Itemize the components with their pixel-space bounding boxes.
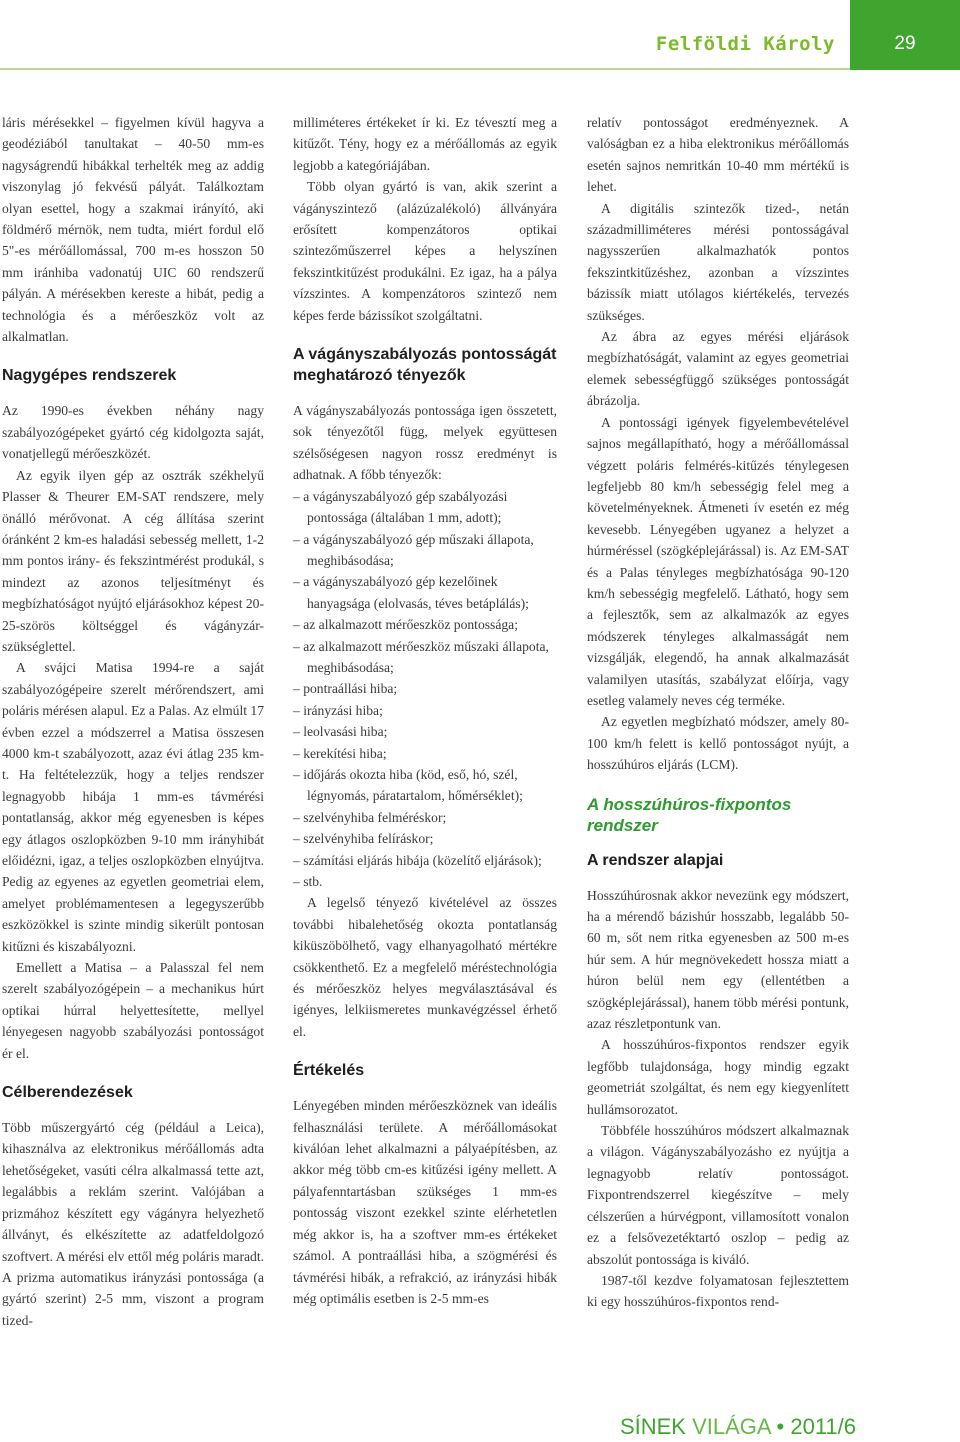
- paragraph: 1987-től kezdve folyamatosan fejlesztettem ki egy hosszúhúros-fixpontos rend-: [587, 1272, 849, 1310]
- list-item: – a vágányszabályozó gép műszaki állapota, meghibásodása;: [293, 531, 534, 568]
- list-item: – a vágányszabályozó gép szabályozási pontossága (általában 1 mm, adott);: [293, 488, 508, 526]
- list-item: – stb.: [293, 874, 323, 889]
- footer-separator: •: [776, 1414, 785, 1439]
- section-heading-hosszuhuros: A hosszúhúros-fixpontos rendszer: [587, 794, 792, 835]
- paragraph: Több műszergyártó cég (például a Leica), kihasználva az elektronikus mérőállomás adta lehetőségeket, vasúti célra alkalmassá tette azt, legalábbis a reklám szerint. Valójában a prizmához készített egy vágányra helyezhető állványt, és elkészítette az adatfeldolgozó szoftvert. A mérési elv ettől még poláris maradt. A prizma automatikus irányzási pontossága (a gyártó szerint) 2-5 mm, viszont a program tized-: [2, 1120, 264, 1328]
- paragraph: Hosszúhúrosnak akkor nevezünk egy módszert, ha a mérendő bázishúr hosszabb, legalább 50-60 m, sőt nem ritka egyenesben az 500 m-es húr sem. A húr megnövekedett hossza miatt a húron belül nem egy (ellentétben a szögképlejárással), hanem több mérési pontunk, azaz részletpontunk van.: [587, 887, 849, 1032]
- paragraph: relatív pontosságot eredményeznek. A valóságban ez a hiba elektronikus mérőállomás esetén sajnos nemritkán 10-40 mm mértékű is lehet.: [587, 115, 849, 195]
- page-number-box: [850, 0, 960, 70]
- paragraph: Lényegében minden mérőeszköznek van ideális felhasználási területe. A mérőállomásokat kiválóan lehet alkalmazni a pályaépítésben, az akkor még több cm-es kitűzési igény mellett. A pályafenntartásban szükséges 1 mm-es pontosság viszont ezekkel szinte elérhetetlen még akkor is, ha a szoftver mm-es értékeket számol. A pontraállási hiba, a szögmérési és távmérési hibák, a refrakció, az irányzási hibák még optimális esetben is 2-5 mm-es: [293, 1098, 557, 1306]
- list-item: – az alkalmazott mérőeszköz pontossága;: [293, 617, 518, 633]
- paragraph: A legelső tényező kivételével az összes további hibalehetőség okozta pontatlanság kiküszöbölhető, vagy elhanyagolható mértékre csökkenthető. Ez a megfelelő méréstechnológia és mérőeszköz helyes megválasztásával és igényes, lelkiismeretes munkavégzéssel érhető el.: [293, 895, 557, 1039]
- paragraph: A hosszúhúros-fixpontos rendszer egyik legfőbb tulajdonsága, hogy mindig egzakt geometriát szolgáltat, és nem egy kiegyenlített hullámsorozatot.: [587, 1037, 849, 1117]
- footer-brand-light: VILÁGA: [692, 1414, 771, 1439]
- paragraph: milliméteres értékeket ír ki. Ez tévesztí meg a kitűzőt. Tény, hogy ez a mérőállomás az egyik legjobb a kategóriájában.: [293, 115, 557, 173]
- section-heading-nagygepes: Nagygépes rendszerek: [2, 367, 177, 385]
- list-item: – szelvényhiba felíráskor;: [293, 831, 434, 847]
- paragraph: Az egyetlen megbízható módszer, amely 80-100 km/h felett is kellő pontosságot nyújt, a hosszúhúros eljárás (LCM).: [587, 714, 849, 773]
- paragraph: Többféle hosszúhúros módszert alkalmaznak a világon. Vágányszabályozásho ez nyújtja a legnagyobb relatív pontosságot. Fixpontrendszerrel kiegészítve – mely célszerűen a húrvégpont, villamosított vonalon ez a felsővezetéktartó oszlop – pedig az abszolút pontossága is kiváló.: [587, 1123, 849, 1267]
- running-header-author: Felföldi Károly: [655, 33, 835, 55]
- list-item: – számítási eljárás hibája (közelítő eljárások);: [293, 852, 542, 868]
- paragraph: A pontossági igények figyelembevételével sajnos megállapítható, hogy a mérőállomással végzett poláris felmérés-kitűzés ténylegesen legfeljebb 80 km/h sebességig felel meg a követelményeknek. Átmeneti ív esetén ez még kevesebb. Lényegében ugyanez a helyzet a húrméréssel (szögképlejárással) is. Az EM-SAT és a Palas tényleges megbízhatósága 90-120 km/h sebességig megfelelő. Látható, hogy sem a fejlesztők, sem az alkalmazók az egyes módszerek tényleges alkalmasságát nem vizsgálják, elegendő, ha annak alkalmazását valamilyen utasítás, szabályzat előírja, vagy esetleg valamely neves cég terméke.: [587, 414, 849, 708]
- list-item: – pontraállási hiba;: [293, 681, 398, 697]
- section-heading-celberendezesek: Célberendezések: [2, 1084, 133, 1102]
- list-item: – irányzási hiba;: [293, 702, 383, 718]
- list-item: – szelvényhiba felméréskor;: [293, 809, 447, 825]
- paragraph: Emellett a Matisa – a Palasszal fel nem szerelt szabályozógépein – a mechanikus húrt optikai húrral helyettesítette, mellyel lényegesen nagyobb szabályozási pontosságot ér el.: [2, 960, 264, 1061]
- list-item: – kerekítési hiba;: [293, 745, 387, 761]
- subsection-heading-alapjai: A rendszer alapjai: [587, 851, 724, 869]
- list-item: – az alkalmazott mérőeszköz műszaki állapota, meghibásodása;: [293, 638, 549, 675]
- text-column-1: [2, 112, 264, 1331]
- paragraph: Több olyan gyártó is van, akik szerint a vágányszintező (alázúzalékoló) állványára erősített kompenzátoros optikai szintezőműszerrel képes a helyszínen fekszintkitűzést produkálni. Ez igaz, ha a pálya vízszintes. A kompenzátoros szintező nem képes ferde bázissíkot szolgáltatni.: [293, 179, 557, 323]
- section-heading-pontossag: A vágányszabályozás pontosságát meghatározó tényezők: [293, 346, 557, 385]
- paragraph: A vágányszabályozás pontossága igen összetett, sok tényezőtől függ, melyek együttesen szélsőségesen nagyon rossz eredményt is adhatnak. A főbb tényezők:: [293, 403, 557, 483]
- paragraph: Az egyik ilyen gép az osztrák székhelyű Plasser & Theurer EM-SAT rendszere, mely önálló mérővonat. A cég állítása szerint óránként 2 km-es haladási sebesség mellett, 1-2 mm pontos irány- és fekszintmérést produkál, s mindezt az azonos teljesítményt és megbízhatóságot nyújtó eljárásokhoz képest 20-25-szörös költséggel és vágányzár-szükséglettel.: [2, 467, 264, 654]
- section-heading-ertekeles: Értékelés: [293, 1062, 365, 1080]
- paragraph: A digitális szintezők tized-, netán századmilliméteres mérési pontosságával nagysszerűen alkalmazhatók pontos fekszintkitűzéshez, azonban a vízszintes bázissík miatt utólagos kiértékelés, tervezés szükséges.: [587, 200, 849, 323]
- list-item: – időjárás okozta hiba (köd, eső, hó, szél, légnyomás, páratartalom, hőmérséklet);: [293, 766, 523, 804]
- header-rule: [0, 68, 850, 70]
- paragraph: láris mérésekkel – figyelmen kívül hagyva a geodéziából tanultakat – 40-50 mm-es nagyságrendű hibákkal terhelték meg az addig viszonylag jó fekvésű pályát. Találkoztam olyan esettel, hogy a szakmai irányító, aki földmérő mérnök, nem tudta, miért fordul elő 5"-es mérőállomással, 700 m-es hosszon 50 mm iránhiba vadonatúj UIC 60 rendszerű pályán. A mérésekben kereste a hibát, pedig a technológia és a mérőeszköz volt az alkalmatlan.: [2, 115, 264, 345]
- paragraph: A svájci Matisa 1994-re a saját szabályozógépeire szerelt mérőrendszert, ami poláris mérésen alapul. Ez a Palas. Az elmúlt 17 évben ezzel a módszerrel a Matisa összesen 4000 km-t szabályozott, azaz évi átlag 235 km-t. Ha feltételezzük, hogy a teljes rendszer legnagyobb hibája 1 mm-es távmérési pontatlanság, akkor még egyenesben is képes egy átlagos oszlopközben 9-10 mm irányhibát előidézni, igaz, a teljes oszlopközben elnyújtva. Pedig az egyenes az egyetlen geometriai elem, amelyet problémamentesen a legegyszerűbb eszközökkel is szinte mindig sikerült pontosan kitűzni és kiszabályozni.: [2, 660, 264, 954]
- page-number: 29: [894, 33, 916, 54]
- list-item: – a vágányszabályozó gép kezelőinek hanyagsága (elolvasás, téves betáplálás);: [293, 574, 529, 611]
- paragraph: Az 1990-es években néhány nagy szabályozógépeket gyártó cég kidolgozta saját, vonatjellegű mérőeszközét.: [2, 403, 264, 462]
- paragraph: Az ábra az egyes mérési eljárások megbízhatóságát, valamint az egyes geometriai elemek sebességfüggő szükséges pontosságát ábrázolja.: [587, 329, 849, 409]
- journal-footer: [620, 1414, 856, 1440]
- text-column-3: [587, 112, 849, 1313]
- footer-brand-bold: SÍNEK: [619, 1414, 686, 1439]
- text-column-2: [293, 112, 557, 1309]
- list-item: – leolvasási hiba;: [293, 724, 388, 740]
- footer-issue: 2011/6: [790, 1414, 856, 1439]
